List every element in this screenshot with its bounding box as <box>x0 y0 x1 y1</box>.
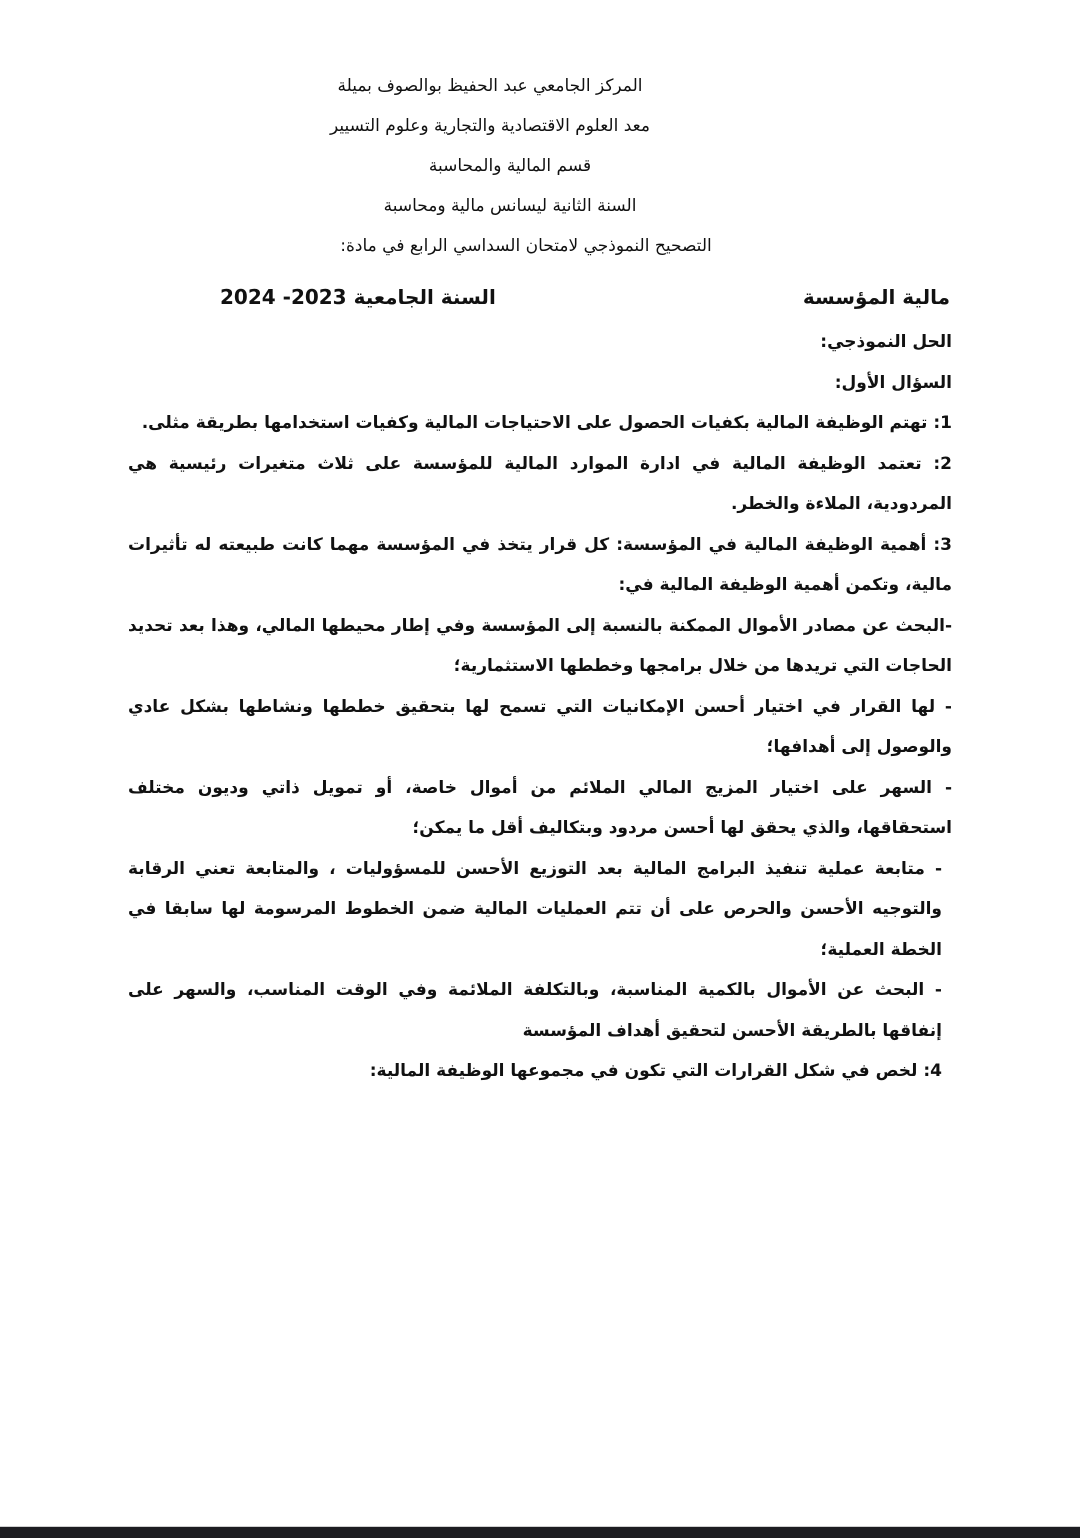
institution-header <box>0 70 1080 270</box>
model-solution-heading: الحل النموذجي: <box>820 332 952 352</box>
university-name: المركز الجامعي عبد الحفيظ بوالصوف بميلة <box>337 76 643 96</box>
importance-item-1: -البحث عن مصادر الأموال الممكنة بالنسبة إلى المؤسسة وفي إطار محيطها المالي، وهذا بعد تحديد الحاجات التي تريدها من خلال برامجها وخططها الاستثمارية؛ <box>128 615 952 676</box>
academic-year: السنة الجامعية 2023- 2024 <box>220 285 496 309</box>
institute-name: معد العلوم الاقتصادية والتجارية وعلوم التسيير <box>330 116 650 136</box>
question-heading: السؤال الأول: <box>834 372 952 393</box>
importance-item-5: - البحث عن الأموال بالكمية المناسبة، وبالتكلفة الملائمة وفي الوقت المناسب، والسهر على إنفاقها بالطريقة الأحسن لتحقيق أهداف المؤسسة <box>128 980 942 1041</box>
answer-paragraph-2: 2: تعتمد الوظيفة المالية في ادارة الموارد المالية للمؤسسة على ثلاث متغيرات رئيسية هي المردودية، الملاءة والخطر. <box>128 453 952 514</box>
viewer-bottom-bar <box>0 1526 1080 1538</box>
study-level: السنة الثانية ليسانس مالية ومحاسبة <box>383 196 637 216</box>
department-name: قسم المالية والمحاسبة <box>428 156 592 176</box>
subject-row <box>220 280 950 314</box>
subject-title: مالية المؤسسة <box>802 285 950 309</box>
importance-item-2: - لها القرار في اختيار أحسن الإمكانيات التي تسمح لها بتحقيق خططها ونشاطها بشكل عادي والوصول إلى أهدافها؛ <box>128 696 952 757</box>
exam-title: التصحيح النموذجي لامتحان السداسي الرابع في مادة: <box>340 236 712 256</box>
answer-paragraph-1: 1: تهتم الوظيفة المالية بكفيات الحصول على الاحتياجات المالية وكفيات استخدامها بطريقة مثلى. <box>141 413 952 433</box>
importance-item-3: - السهر على اختيار المزيج المالي الملائم من أموال خاصة، أو تمويل ذاتي وديون مختلف استحقاقها، والذي يحقق لها أحسن مردود وبتكاليف أقل ما يمكن؛ <box>128 777 952 838</box>
answer-paragraph-3: 3: أهمية الوظيفة المالية في المؤسسة: كل قرار يتخذ في المؤسسة مهما كانت طبيعته له تأثيرات مالية، وتكمن أهمية الوظيفة المالية في: <box>128 534 952 595</box>
document-body <box>128 322 952 1092</box>
importance-item-4: - متابعة عملية تنفيذ البرامج المالية بعد التوزيع الأحسن للمسؤوليات ، والمتابعة تعني الرقابة والتوجيه الأحسن والحرص على أن تتم العمليات المالية ضمن الخطوط المرسومة لها سابقا في الخطة العملية؛ <box>128 858 942 960</box>
answer-paragraph-4: 4: لخص في شكل القرارات التي تكون في مجموعها الوظيفة المالية: <box>369 1061 942 1081</box>
